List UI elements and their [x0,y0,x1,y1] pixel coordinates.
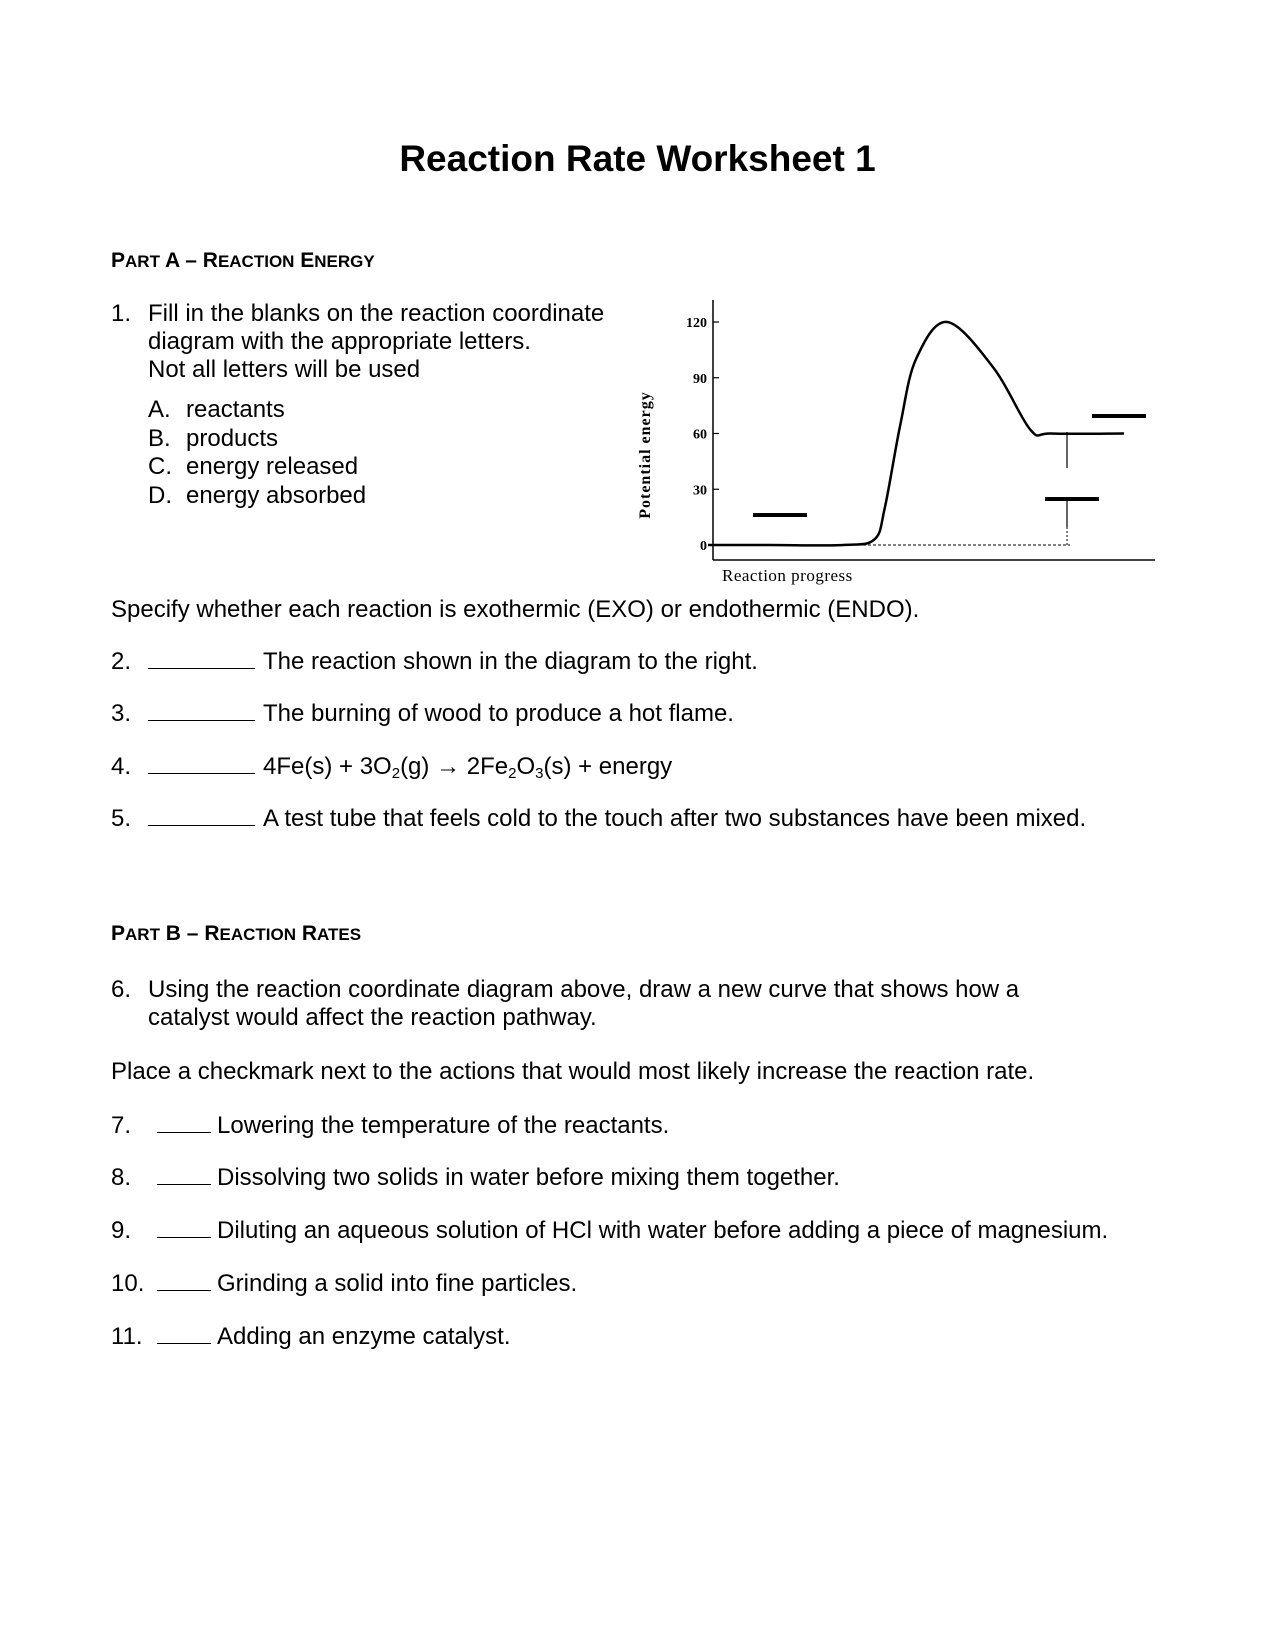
blank-reactants-line[interactable] [753,513,807,517]
chart-axes [713,300,1155,560]
y-tick-label: 120 [686,316,707,331]
rate-instructions: Place a checkmark next to the actions that would most likely increase the reaction rate. [111,1058,1035,1085]
q7-text: Lowering the temperature of the reactants. [217,1112,670,1139]
q8-number: 8. [111,1164,132,1191]
part-a-heading-dash: A – R [159,249,218,272]
y-tick-label: 90 [693,371,707,387]
part-b-heading-art: ART [125,925,160,944]
q11-number: 11. [111,1323,143,1350]
part-b-heading-dash: B – R [159,922,220,945]
q5-number: 5. [111,805,132,832]
q11-text: Adding an enzyme catalyst. [217,1323,511,1350]
q3-answer-blank[interactable] [148,700,255,721]
part-b-heading-r: R [295,922,317,945]
blank-energy-change-line[interactable] [1045,497,1099,501]
part-b-heading [111,922,361,946]
q2-number: 2. [111,648,132,675]
page-title: Reaction Rate Worksheet 1 [399,138,876,179]
q1-options [148,396,366,510]
q9-text: Diluting an aqueous solution of HCl with water before adding a piece of magnesium. [217,1217,1109,1244]
option-c-text: energy released [186,453,359,480]
part-a-heading-p: P [111,249,126,272]
q1-line-3: Not all letters will be used [148,356,421,383]
question-5 [111,805,1086,833]
question-11 [111,1323,511,1351]
part-a-heading-art: ART [125,252,160,271]
q6-number: 6. [111,976,132,1003]
q7-number: 7. [111,1112,132,1139]
y-tick-label: 0 [700,539,707,554]
option-c [148,453,366,482]
reaction-coordinate-diagram [637,290,1160,590]
q4-eq-sub-1: 2 [391,765,401,782]
q4-eq-part-3: O [516,753,536,780]
q4-eq-sub-2: 2 [508,765,517,782]
x-axis-label: Reaction progress [722,566,853,585]
q1-text [148,300,604,384]
q5-answer-blank[interactable] [148,805,255,826]
part-b-heading-ates: ATES [316,925,362,944]
q3-number: 3. [111,700,132,727]
option-a [148,396,366,425]
q10-number: 10. [111,1270,145,1297]
option-b-letter: B. [148,424,171,452]
q10-text: Grinding a solid into fine particles. [217,1270,578,1297]
q1-line-2: diagram with the appropriate letters. [148,328,531,355]
y-tick-label: 30 [693,483,707,499]
q3-text: The burning of wood to produce a hot flame. [263,700,734,727]
part-a-heading-e: E [294,249,315,272]
q4-answer-blank[interactable] [148,753,255,774]
q8-checkmark-blank[interactable] [157,1164,211,1185]
option-a-text: reactants [186,396,285,423]
part-a-heading-eaction: EACTION [217,252,295,271]
q1-line-1: Fill in the blanks on the reaction coordinate [148,300,605,327]
part-a-heading-nergy: NERGY [314,252,375,271]
option-b [148,425,366,454]
q4-eq-sub-3: 3 [535,765,544,782]
question-4 [111,753,672,781]
blank-products-line[interactable] [1092,414,1146,418]
q4-eq-part-4: (s) + energy [543,753,673,780]
q6-line-1: Using the reaction coordinate diagram above, draw a new curve that shows how a [148,976,1020,1003]
option-c-letter: C. [148,453,172,480]
question-10 [111,1270,577,1298]
q5-text: A test tube that feels cold to the touch after two substances have been mixed. [263,805,1087,832]
q4-number: 4. [111,753,132,780]
q8-text: Dissolving two solids in water before mixing them together. [217,1164,840,1191]
option-d-letter: D. [148,481,172,509]
question-9 [111,1217,1108,1245]
exo-endo-instructions: Specify whether each reaction is exothermic (EXO) or endothermic (ENDO). [111,596,920,623]
q9-number: 9. [111,1217,132,1244]
q4-eq-part-2: (g) → 2Fe [400,753,509,780]
question-2 [111,648,758,676]
y-tick-label: 60 [693,427,707,443]
q4-eq-part-1: 4Fe(s) + 3O [263,753,392,780]
option-a-letter: A. [148,396,171,423]
q11-checkmark-blank[interactable] [157,1323,211,1344]
y-axis-label: Potential energy [637,391,654,519]
option-d-text: energy absorbed [186,481,367,509]
q6-text [148,976,1019,1032]
energy-curve [708,322,1124,545]
q2-answer-blank[interactable] [148,648,255,669]
question-8 [111,1164,840,1192]
question-7 [111,1112,669,1140]
q1-number: 1. [111,300,132,327]
q9-checkmark-blank[interactable] [157,1217,211,1238]
q6-line-2: catalyst would affect the reaction pathway. [148,1004,597,1031]
q10-checkmark-blank[interactable] [157,1270,211,1291]
part-a-heading [111,249,375,273]
option-b-text: products [186,424,279,452]
question-3 [111,700,734,728]
q2-text: The reaction shown in the diagram to the right. [263,648,758,675]
y-ticks [686,316,719,554]
option-d [148,482,366,511]
part-b-heading-eaction: EACTION [219,925,296,944]
q7-checkmark-blank[interactable] [157,1112,211,1133]
part-b-heading-p: P [111,922,126,945]
q4-equation [263,753,672,780]
